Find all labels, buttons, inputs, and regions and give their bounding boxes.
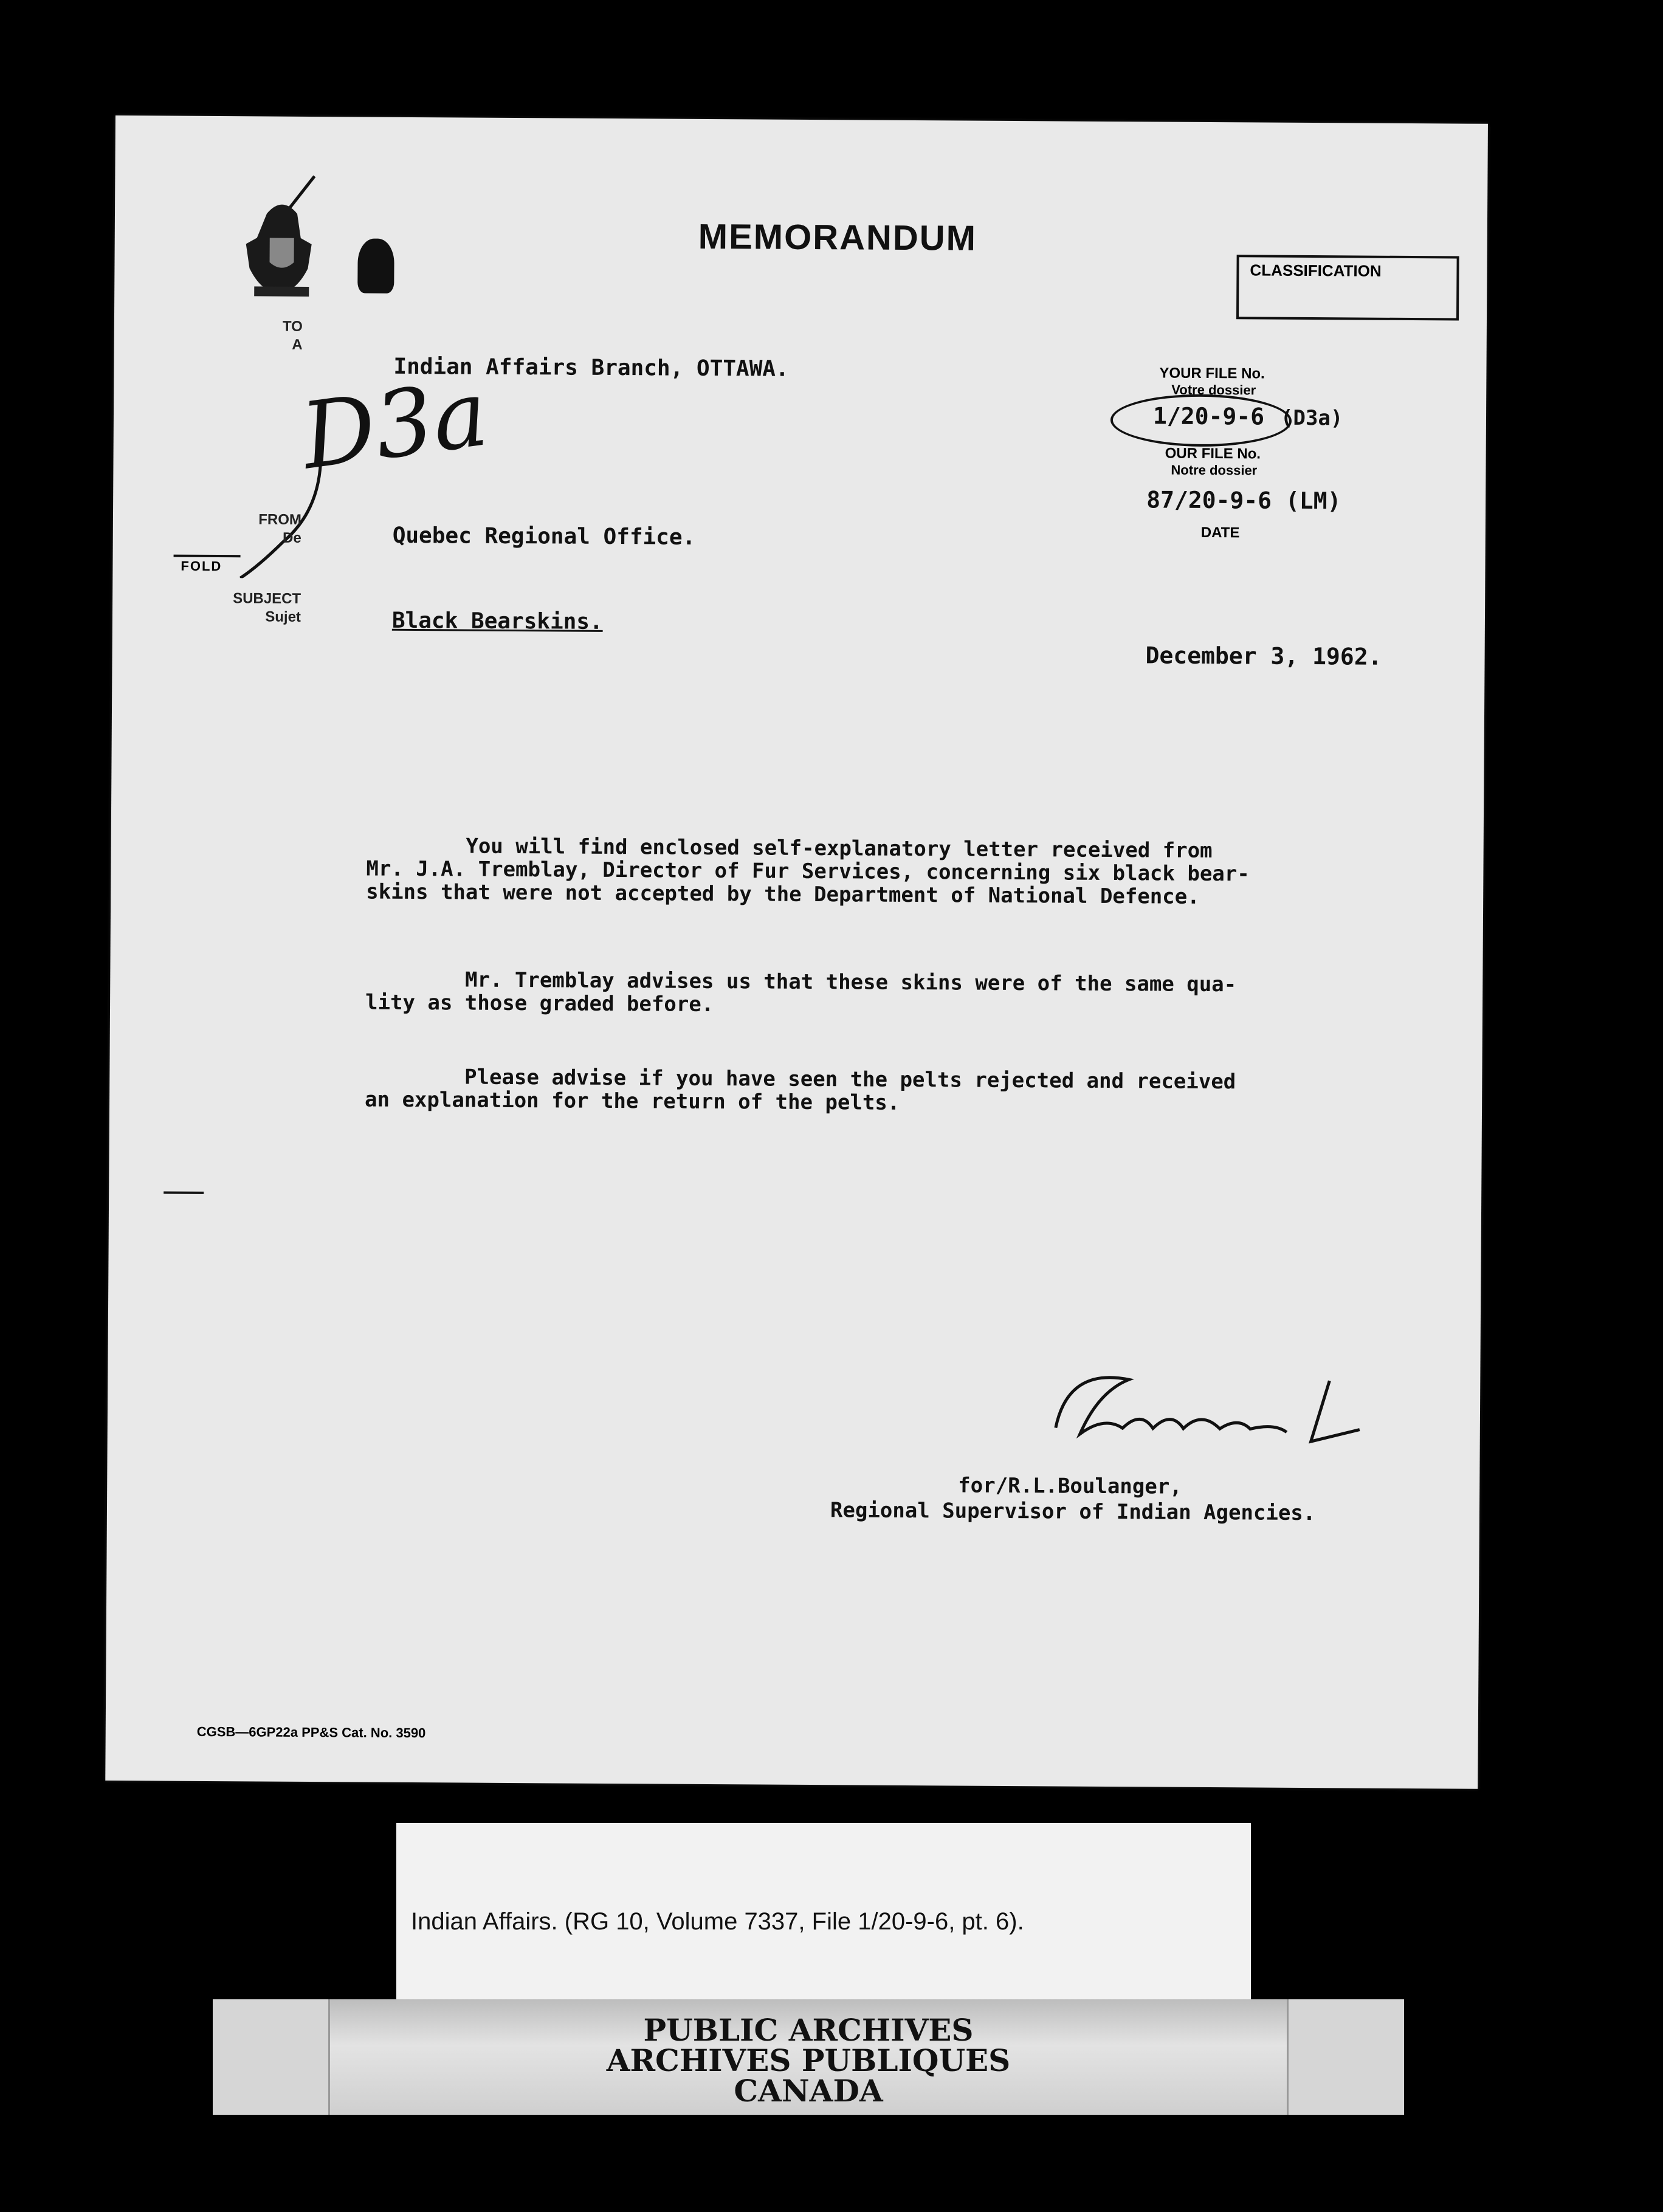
subject-label-fr: Sujet [265,608,301,625]
archives-line-2: ARCHIVES PUBLIQUES [606,2042,1011,2078]
coat-of-arms-icon [242,171,322,317]
signature-title: Regional Supervisor of Indian Agencies. [830,1498,1316,1526]
classification-box [1236,255,1459,320]
archives-line-3: CANADA [734,2073,883,2109]
memo-title: MEMORANDUM [698,216,977,258]
to-value: Indian Affairs Branch, OTTAWA. [393,354,789,382]
signature-for: for/R.L.Boulanger, [958,1473,1182,1499]
subject-label-en: SUBJECT [233,590,301,607]
from-label-en: FROM [258,511,302,528]
to-label-en: TO [282,318,303,335]
form-number: CGSB—6GP22a PP&S Cat. No. 3590 [196,1723,426,1741]
subject-value: Black Bearskins. [391,608,603,634]
body-paragraph-2: Mr. Tremblay advises us that these skins were of the same qua- lity as those graded before. [365,967,1237,1017]
handwritten-code: D3a [295,360,494,490]
our-file-label-fr: Notre dossier [1171,462,1258,478]
classification-label: CLASSIFICATION [1250,261,1382,280]
your-file-value: 1/20-9-6 [1152,402,1265,430]
our-file-label-en: OUR FILE No. [1165,445,1261,462]
body-paragraph-3: Please advise if you have seen the pelts rejected and received an explanation for the return of the pelts. [364,1064,1236,1115]
fold-line [174,555,241,558]
punch-hole-mark [357,238,394,293]
your-file-label-en: YOUR FILE No. [1159,365,1265,382]
your-file-label-fr: Votre dossier [1171,382,1256,398]
from-value: Quebec Regional Office. [392,523,696,550]
archives-line-1: PUBLIC ARCHIVES [643,2012,974,2048]
date-value: December 3, 1962. [1145,642,1382,670]
your-file-suffix: (D3a) [1280,405,1343,431]
archive-reference: Indian Affairs. (RG 10, Volume 7337, File 1/20-9-6, pt. 6). [411,1908,1024,1935]
body-paragraph-1: You will find enclosed self-explanatory letter received from Mr. J.A. Tremblay, Director of Fur Services, concerning six black bear- skins that were not accepted by the Department of National Defence. [366,833,1250,909]
from-label-fr: De [282,529,301,546]
fold-label: FOLD [181,558,222,574]
memo-sheet [105,115,1488,1789]
handwritten-stroke [234,432,332,579]
public-archives-stamp [213,1999,1404,2115]
handwritten-signature [1044,1355,1372,1460]
archive-reference-strip [396,1823,1251,1999]
margin-tick [164,1192,204,1194]
our-file-value: 87/20-9-6 (LM) [1146,486,1341,515]
date-label: DATE [1200,524,1240,541]
to-label-fr: A [292,336,303,353]
